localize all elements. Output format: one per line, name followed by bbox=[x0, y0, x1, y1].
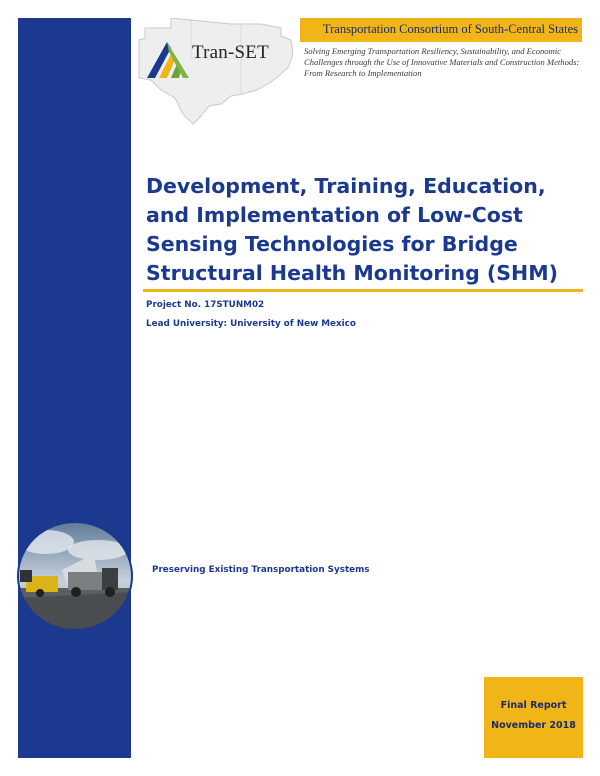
brand-name: Tran-SET bbox=[192, 42, 269, 63]
left-blue-bar bbox=[18, 18, 131, 758]
report-title: Development, Training, Education, and Implementation of Low-Cost Sensing Technologies for Bridge Structural Health Monitoring (SHM) bbox=[146, 174, 558, 285]
report-date: November 2018 bbox=[491, 720, 576, 731]
project-number: Project No. 17STUNM02 bbox=[146, 300, 265, 310]
report-type: Final Report bbox=[500, 700, 567, 711]
transet-logo-icon bbox=[145, 34, 191, 80]
research-category: Preserving Existing Transportation Systems bbox=[152, 565, 370, 575]
consortium-name: Transportation Consortium of South-Central States bbox=[322, 22, 578, 36]
cover-photo-truck bbox=[16, 520, 134, 632]
title-divider bbox=[143, 289, 583, 292]
tagline: Solving Emerging Transportation Resiliency, Sustainability, and Economic Challenges through the Use of Innovative Materials and Construction Methods: From Research to Implementation bbox=[304, 46, 580, 78]
lead-university: Lead University: University of New Mexico bbox=[146, 319, 356, 329]
report-info-box bbox=[484, 677, 583, 758]
